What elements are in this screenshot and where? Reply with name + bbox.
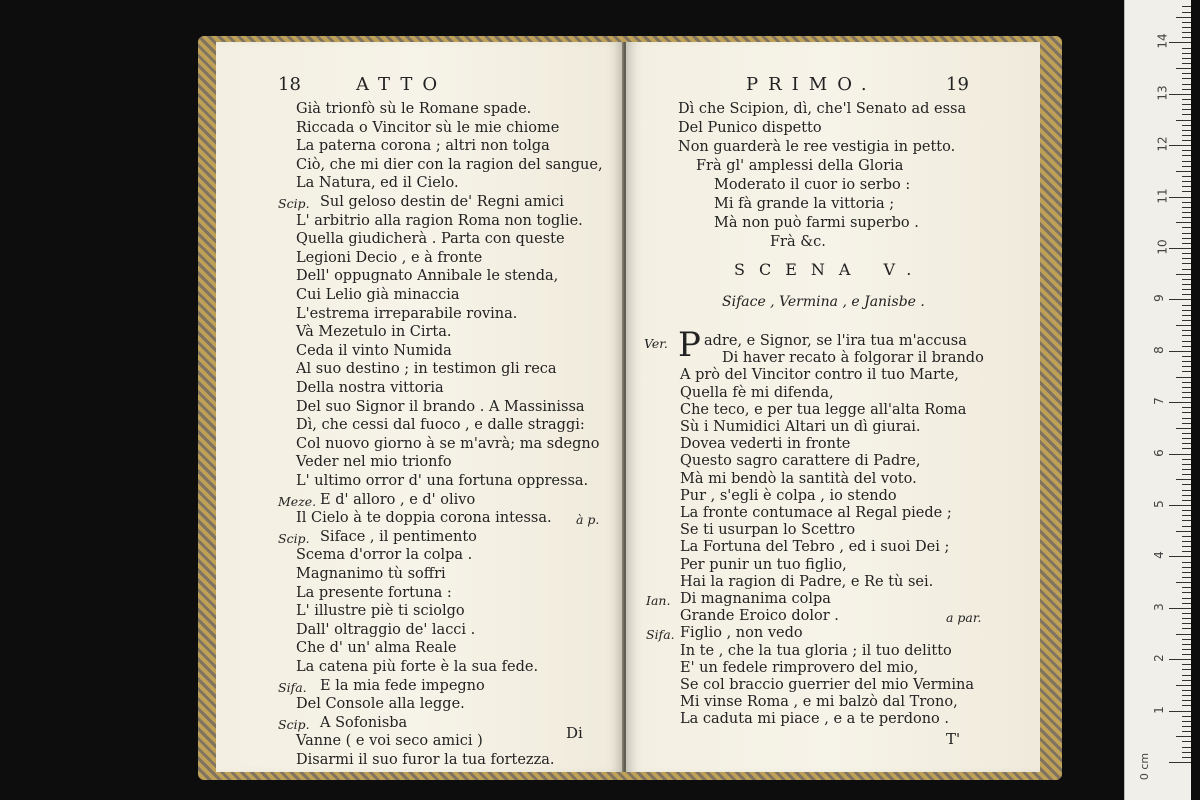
verse-line: Dì, che cessi dal fuoco , e dalle straggi: bbox=[296, 417, 585, 434]
ruler-tick bbox=[1182, 438, 1191, 439]
ruler-tick bbox=[1182, 150, 1191, 151]
speaker-label: Sifa. bbox=[278, 679, 307, 695]
ruler-tick bbox=[1182, 551, 1191, 552]
ruler-tick bbox=[1182, 32, 1191, 33]
verse-line: Se ti usurpan lo Scettro bbox=[680, 522, 856, 539]
verse-line: La catena più forte è la sua fede. bbox=[296, 659, 539, 675]
ruler-tick bbox=[1182, 443, 1191, 444]
ruler-tick bbox=[1182, 387, 1191, 388]
ruler-tick bbox=[1182, 84, 1191, 85]
ruler-tick bbox=[1182, 567, 1191, 568]
aside-marker: a par. bbox=[946, 610, 982, 626]
verse-line: Quella giudicherà . Parta con queste bbox=[296, 231, 565, 248]
ruler-tick bbox=[1182, 572, 1191, 573]
ruler-tick bbox=[1182, 716, 1191, 717]
verse-line: Ciò, che mi dier con la ragion del sangue, bbox=[296, 156, 603, 173]
ruler-tick bbox=[1169, 762, 1191, 763]
ruler-tick bbox=[1182, 37, 1191, 38]
ruler-tick bbox=[1169, 197, 1191, 198]
ruler-tick bbox=[1182, 212, 1191, 213]
ruler-tick bbox=[1182, 258, 1191, 259]
ruler-tick bbox=[1182, 664, 1191, 665]
ruler-tick bbox=[1182, 628, 1191, 629]
ruler-tick bbox=[1182, 541, 1191, 542]
verse-line: Di haver recato à folgorar il brando bbox=[722, 350, 984, 367]
ruler-tick bbox=[1182, 752, 1191, 753]
verse-line: La Natura, ed il Cielo. bbox=[296, 175, 459, 192]
verse-line: Non guarderà le ree vestigia in petto. bbox=[678, 139, 956, 155]
ruler-tick bbox=[1182, 726, 1191, 727]
verse-line: L'estrema irreparabile rovina. bbox=[296, 305, 518, 322]
verse-line: adre, e Signor, se l'ira tua m'accusa bbox=[704, 333, 967, 349]
ruler-number: 10 bbox=[1155, 239, 1170, 255]
ruler-tick bbox=[1182, 382, 1191, 383]
right-catchword: T' bbox=[946, 730, 961, 748]
ruler-tick bbox=[1169, 608, 1191, 609]
ruler-tick bbox=[1182, 618, 1191, 619]
ruler-number: 13 bbox=[1155, 85, 1170, 101]
ruler-tick bbox=[1182, 562, 1191, 563]
ruler-tick bbox=[1182, 186, 1191, 187]
verse-line: Dovea vederti in fronte bbox=[680, 436, 851, 453]
ruler-tick bbox=[1169, 711, 1191, 712]
ruler-tick bbox=[1182, 649, 1191, 650]
speaker-label: Scip. bbox=[278, 716, 310, 732]
verse-line: Vanne ( e voi seco amici ) bbox=[296, 733, 483, 750]
ruler-tick bbox=[1182, 448, 1191, 449]
verse-line: E la mia fede impegno bbox=[320, 677, 485, 694]
ruler-tick bbox=[1182, 366, 1191, 367]
ruler-tick bbox=[1169, 94, 1191, 95]
ruler-number: 7 bbox=[1151, 397, 1166, 406]
ruler-tick bbox=[1182, 130, 1191, 131]
speaker-label: Sifa. bbox=[646, 627, 675, 643]
ruler-tick bbox=[1182, 418, 1191, 419]
right-page bbox=[626, 42, 1040, 772]
ruler-tick bbox=[1182, 392, 1191, 393]
ruler-tick bbox=[1182, 181, 1191, 182]
ruler-tick bbox=[1182, 12, 1191, 13]
left-running-head: ATTO bbox=[356, 74, 448, 95]
ruler-tick bbox=[1182, 423, 1191, 424]
ruler-tick bbox=[1182, 320, 1191, 321]
verse-line: Mi fà grande la vittoria ; bbox=[714, 196, 895, 212]
verse-line: Frà gl' amplessi della Gloria bbox=[696, 158, 904, 174]
verse-line: L' arbitrio alla ragion Roma non toglie. bbox=[296, 212, 583, 229]
ruler-tick bbox=[1176, 582, 1191, 583]
speaker-label: Scip. bbox=[278, 196, 310, 211]
verse-line: Sul geloso destin de' Regni amici bbox=[320, 194, 564, 210]
ruler-tick bbox=[1182, 161, 1191, 162]
right-running-head: PRIMO. bbox=[746, 74, 877, 95]
ruler-tick bbox=[1182, 335, 1191, 336]
verse-line: E d' alloro , e d' olivo bbox=[320, 491, 476, 508]
ruler-tick bbox=[1182, 598, 1191, 599]
ruler-tick bbox=[1176, 736, 1191, 737]
verse-line: In te , che la tua gloria ; il tuo delitto bbox=[680, 642, 952, 659]
ruler-tick bbox=[1169, 42, 1191, 43]
ruler-tick bbox=[1182, 577, 1191, 578]
ruler-tick bbox=[1182, 176, 1191, 177]
ruler-tick bbox=[1182, 623, 1191, 624]
ruler-tick bbox=[1176, 171, 1191, 172]
ruler-tick bbox=[1182, 371, 1191, 372]
ruler-number: 4 bbox=[1151, 551, 1166, 560]
ruler-tick bbox=[1182, 675, 1191, 676]
ruler-tick bbox=[1182, 89, 1191, 90]
ruler-tick bbox=[1182, 747, 1191, 748]
verse-line: Siface , il pentimento bbox=[320, 528, 477, 545]
ruler-number: 12 bbox=[1155, 136, 1170, 152]
ruler-tick bbox=[1182, 284, 1191, 285]
ruler-tick bbox=[1182, 305, 1191, 306]
ruler-tick bbox=[1182, 294, 1191, 295]
verse-line: L' ultimo orror d' una fortuna oppressa. bbox=[296, 473, 589, 489]
verse-line: Scema d'orror la colpa . bbox=[296, 547, 473, 564]
ruler-tick bbox=[1182, 27, 1191, 28]
verse-line: Per punir un tuo figlio, bbox=[680, 556, 847, 573]
ruler-tick bbox=[1176, 428, 1191, 429]
verse-line: Mà mi bendò la santità del voto. bbox=[680, 470, 917, 487]
measurement-ruler bbox=[1124, 0, 1191, 800]
ruler-tick bbox=[1182, 700, 1191, 701]
verse-line: Legioni Decio , e à fronte bbox=[296, 249, 483, 266]
ruler-tick bbox=[1182, 500, 1191, 501]
ruler-tick bbox=[1182, 104, 1191, 105]
drop-capital: P bbox=[678, 325, 701, 365]
ruler-tick bbox=[1182, 407, 1191, 408]
ruler-tick bbox=[1182, 495, 1191, 496]
book-spread bbox=[198, 36, 1062, 780]
ruler-tick bbox=[1182, 536, 1191, 537]
verse-line: Mà non può farmi superbo . bbox=[714, 215, 919, 231]
ruler-tick bbox=[1182, 155, 1191, 156]
dropcap-speaker: Ver. bbox=[644, 336, 668, 351]
left-page-number: 18 bbox=[278, 74, 301, 95]
ruler-tick bbox=[1182, 639, 1191, 640]
verse-line: Quella fè mi difenda, bbox=[680, 384, 834, 401]
verse-line: Ceda il vinto Numida bbox=[296, 342, 452, 359]
ruler-tick bbox=[1182, 140, 1191, 141]
verse-line: Del suo Signor il brando . A Massinissa bbox=[296, 398, 585, 415]
ruler-tick bbox=[1176, 325, 1191, 326]
verse-line: La caduta mi piace , e a te perdono . bbox=[680, 711, 949, 728]
verse-line: Grande Eroico dolor . bbox=[680, 608, 839, 625]
verse-line: Già trionfò sù le Romane spade. bbox=[296, 101, 532, 117]
left-catchword: Di bbox=[566, 724, 583, 742]
ruler-tick bbox=[1182, 592, 1191, 593]
ruler-tick bbox=[1182, 469, 1191, 470]
verse-line: Hai la ragion di Padre, e Re tù sei. bbox=[680, 573, 934, 590]
verse-line: Che teco, e per tua legge all'alta Roma bbox=[680, 401, 967, 418]
ruler-tick bbox=[1182, 474, 1191, 475]
scene-cast: Siface , Vermina , e Janisbe . bbox=[722, 294, 925, 310]
ruler-number: 8 bbox=[1151, 345, 1166, 354]
ruler-tick bbox=[1176, 274, 1191, 275]
verse-line: L' illustre piè ti sciolgo bbox=[296, 603, 465, 620]
ruler-tick bbox=[1182, 78, 1191, 79]
verse-line: Dì che Scipion, dì, che'l Senato ad essa bbox=[678, 101, 967, 117]
ruler-tick bbox=[1182, 680, 1191, 681]
verse-line: Disarmi il suo furor la tua fortezza. bbox=[296, 752, 555, 768]
ruler-unit-label: 0 cm bbox=[1138, 752, 1152, 781]
verse-line: Frà &c. bbox=[770, 234, 826, 250]
ruler-tick bbox=[1182, 166, 1191, 167]
verse-line: Riccada o Vincitor sù le mie chiome bbox=[296, 119, 560, 136]
verse-line: Magnanimo tù soffri bbox=[296, 566, 446, 582]
ruler-tick bbox=[1182, 526, 1191, 527]
ruler-tick bbox=[1182, 459, 1191, 460]
verse-line: Di magnanima colpa bbox=[680, 591, 831, 607]
verse-line: Il Cielo à te doppia corona intessa. bbox=[296, 510, 552, 527]
ruler-number: 5 bbox=[1151, 500, 1166, 508]
ruler-tick bbox=[1182, 310, 1191, 311]
ruler-tick bbox=[1182, 731, 1191, 732]
verse-line: E' un fedele rimprovero del mio, bbox=[680, 659, 919, 676]
verse-line: Questo sagro carattere di Padre, bbox=[680, 453, 921, 470]
scene-heading: SCENA V. bbox=[734, 260, 926, 279]
ruler-tick bbox=[1176, 479, 1191, 480]
verse-line: La presente fortuna : bbox=[296, 584, 452, 601]
ruler-tick bbox=[1182, 341, 1191, 342]
ruler-tick bbox=[1176, 377, 1191, 378]
verse-line: Moderato il cuor io serbo : bbox=[714, 177, 911, 193]
speaker-label: Scip. bbox=[278, 530, 310, 546]
speaker-label: Meze. bbox=[278, 493, 317, 509]
ruler-tick bbox=[1182, 757, 1191, 758]
ruler-tick bbox=[1182, 330, 1191, 331]
ruler-tick bbox=[1182, 705, 1191, 706]
ruler-tick bbox=[1176, 685, 1191, 686]
ruler-tick bbox=[1182, 22, 1191, 23]
verse-line: A Sofonisba bbox=[320, 714, 408, 731]
ruler-tick bbox=[1182, 654, 1191, 655]
ruler-tick bbox=[1182, 125, 1191, 126]
aside-marker: à p. bbox=[576, 512, 600, 528]
verse-line: La fronte contumace al Regal piede ; bbox=[680, 505, 952, 521]
ruler-tick bbox=[1182, 515, 1191, 516]
ruler-number: 3 bbox=[1151, 602, 1166, 611]
ruler-tick bbox=[1182, 356, 1191, 357]
ruler-tick bbox=[1182, 99, 1191, 100]
ruler-tick bbox=[1182, 484, 1191, 485]
verse-line: Figlio , non vedo bbox=[680, 625, 803, 642]
ruler-tick bbox=[1182, 433, 1191, 434]
ruler-tick bbox=[1169, 659, 1191, 660]
verse-line: Pur , s'egli è colpa , io stendo bbox=[680, 487, 897, 504]
ruler-tick bbox=[1182, 243, 1191, 244]
ruler-tick bbox=[1182, 109, 1191, 110]
ruler-tick bbox=[1182, 613, 1191, 614]
ruler-tick bbox=[1182, 238, 1191, 239]
ruler-tick bbox=[1182, 191, 1191, 192]
ruler-tick bbox=[1182, 202, 1191, 203]
ruler-tick bbox=[1176, 634, 1191, 635]
ruler-tick bbox=[1182, 546, 1191, 547]
verse-line: Dall' oltraggio de' lacci . bbox=[296, 621, 476, 638]
verse-line: Cui Lelio già minaccia bbox=[296, 287, 460, 303]
ruler-tick bbox=[1182, 412, 1191, 413]
ruler-tick bbox=[1169, 299, 1191, 300]
ruler-tick bbox=[1169, 351, 1191, 352]
verse-line: Sù i Numidici Altari un dì giurai. bbox=[680, 419, 921, 435]
ruler-tick bbox=[1182, 135, 1191, 136]
ruler-tick bbox=[1182, 587, 1191, 588]
ruler-tick bbox=[1182, 63, 1191, 64]
ruler-tick bbox=[1182, 695, 1191, 696]
ruler-tick bbox=[1182, 207, 1191, 208]
ruler-tick bbox=[1182, 464, 1191, 465]
ruler-tick bbox=[1182, 520, 1191, 521]
verse-line: Col nuovo giorno à se m'avrà; ma sdegno bbox=[296, 435, 600, 452]
ruler-tick bbox=[1182, 233, 1191, 234]
ruler-tick bbox=[1176, 68, 1191, 69]
ruler-number: 14 bbox=[1155, 33, 1170, 50]
ruler-tick bbox=[1169, 248, 1191, 249]
speaker-label: Ian. bbox=[646, 593, 671, 608]
right-page-number: 19 bbox=[946, 74, 969, 95]
ruler-tick bbox=[1182, 73, 1191, 74]
ruler-tick bbox=[1182, 53, 1191, 54]
verse-line: Mi vinse Roma , e mi balzò dal Trono, bbox=[680, 694, 958, 711]
left-page bbox=[216, 42, 624, 772]
ruler-number: 2 bbox=[1151, 654, 1166, 663]
ruler-tick bbox=[1169, 556, 1191, 557]
ruler-tick bbox=[1182, 603, 1191, 604]
ruler-tick bbox=[1182, 669, 1191, 670]
ruler-tick bbox=[1182, 510, 1191, 511]
ruler-tick bbox=[1169, 402, 1191, 403]
ruler-number: 11 bbox=[1155, 187, 1170, 204]
ruler-tick bbox=[1182, 263, 1191, 264]
ruler-tick bbox=[1182, 721, 1191, 722]
ruler-tick bbox=[1182, 227, 1191, 228]
verse-line: A prò del Vincitor contro il tuo Marte, bbox=[680, 367, 959, 384]
verse-line: Della nostra vittoria bbox=[296, 380, 444, 396]
ruler-tick bbox=[1182, 253, 1191, 254]
ruler-tick bbox=[1182, 644, 1191, 645]
ruler-tick bbox=[1182, 6, 1191, 7]
ruler-tick bbox=[1176, 531, 1191, 532]
ruler-tick bbox=[1182, 269, 1191, 270]
ruler-tick bbox=[1182, 741, 1191, 742]
ruler-tick bbox=[1182, 690, 1191, 691]
ruler-tick bbox=[1182, 114, 1191, 115]
verse-line: Del Punico dispetto bbox=[678, 120, 822, 136]
ruler-tick bbox=[1182, 279, 1191, 280]
verse-line: Và Mezetulo in Cirta. bbox=[296, 324, 452, 341]
verse-line: Del Console alla legge. bbox=[296, 696, 465, 713]
ruler-tick bbox=[1182, 397, 1191, 398]
verse-line: Al suo destino ; in testimon gli reca bbox=[296, 361, 557, 378]
ruler-number: 1 bbox=[1151, 705, 1166, 714]
ruler-tick bbox=[1182, 490, 1191, 491]
ruler-tick bbox=[1182, 48, 1191, 49]
verse-line: Che d' un' alma Reale bbox=[296, 640, 457, 657]
ruler-tick bbox=[1176, 222, 1191, 223]
ruler-tick bbox=[1182, 217, 1191, 218]
ruler-tick bbox=[1182, 346, 1191, 347]
verse-line: Dell' oppugnato Annibale le stenda, bbox=[296, 268, 559, 285]
verse-line: Se col braccio guerrier del mio Vermina bbox=[680, 677, 974, 693]
ruler-tick bbox=[1182, 289, 1191, 290]
verse-line: La paterna corona ; altri non tolga bbox=[296, 138, 550, 155]
ruler-tick bbox=[1169, 145, 1191, 146]
ruler-number: 9 bbox=[1151, 294, 1166, 303]
ruler-number: 6 bbox=[1151, 448, 1166, 457]
ruler-tick bbox=[1182, 361, 1191, 362]
ruler-tick bbox=[1176, 120, 1191, 121]
verse-line: Veder nel mio trionfo bbox=[296, 454, 452, 471]
ruler-tick bbox=[1182, 315, 1191, 316]
ruler-tick bbox=[1169, 454, 1191, 455]
ruler-tick bbox=[1169, 505, 1191, 506]
verse-line: La Fortuna del Tebro , ed i suoi Dei ; bbox=[680, 539, 950, 556]
ruler-tick bbox=[1176, 17, 1191, 18]
ruler-tick bbox=[1182, 58, 1191, 59]
